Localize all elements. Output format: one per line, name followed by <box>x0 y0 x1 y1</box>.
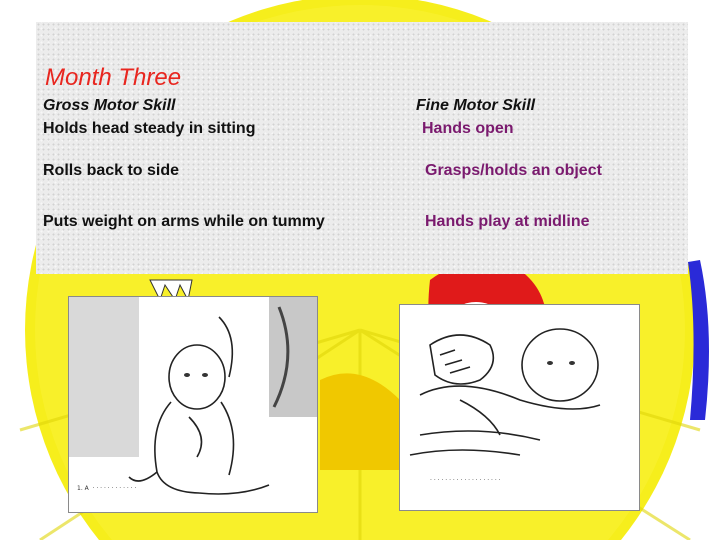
right-photo <box>399 304 640 511</box>
left-photo-caption: 1. A · · · · · · · · · · · · <box>77 485 137 492</box>
fine-motor-item-3: Hands play at midline <box>425 213 590 230</box>
right-photo-caption: · · · · · · · · · · · · · · · · · · · <box>430 477 501 484</box>
gross-motor-item-3: Puts weight on arms while on tummy <box>43 213 325 230</box>
text-panel <box>36 22 688 274</box>
fine-motor-heading: Fine Motor Skill <box>416 97 536 114</box>
gross-motor-item-2: Rolls back to side <box>43 162 180 179</box>
fine-motor-item-1: Hands open <box>422 120 514 137</box>
baby-sitting-sketch-icon <box>69 297 317 512</box>
gross-motor-heading: Gross Motor Skill <box>43 97 176 114</box>
slide-title: Month Three <box>45 64 182 91</box>
left-photo <box>68 296 318 513</box>
fine-motor-item-2: Grasps/holds an object <box>425 162 602 179</box>
gross-motor-item-1: Holds head steady in sitting <box>43 120 256 137</box>
